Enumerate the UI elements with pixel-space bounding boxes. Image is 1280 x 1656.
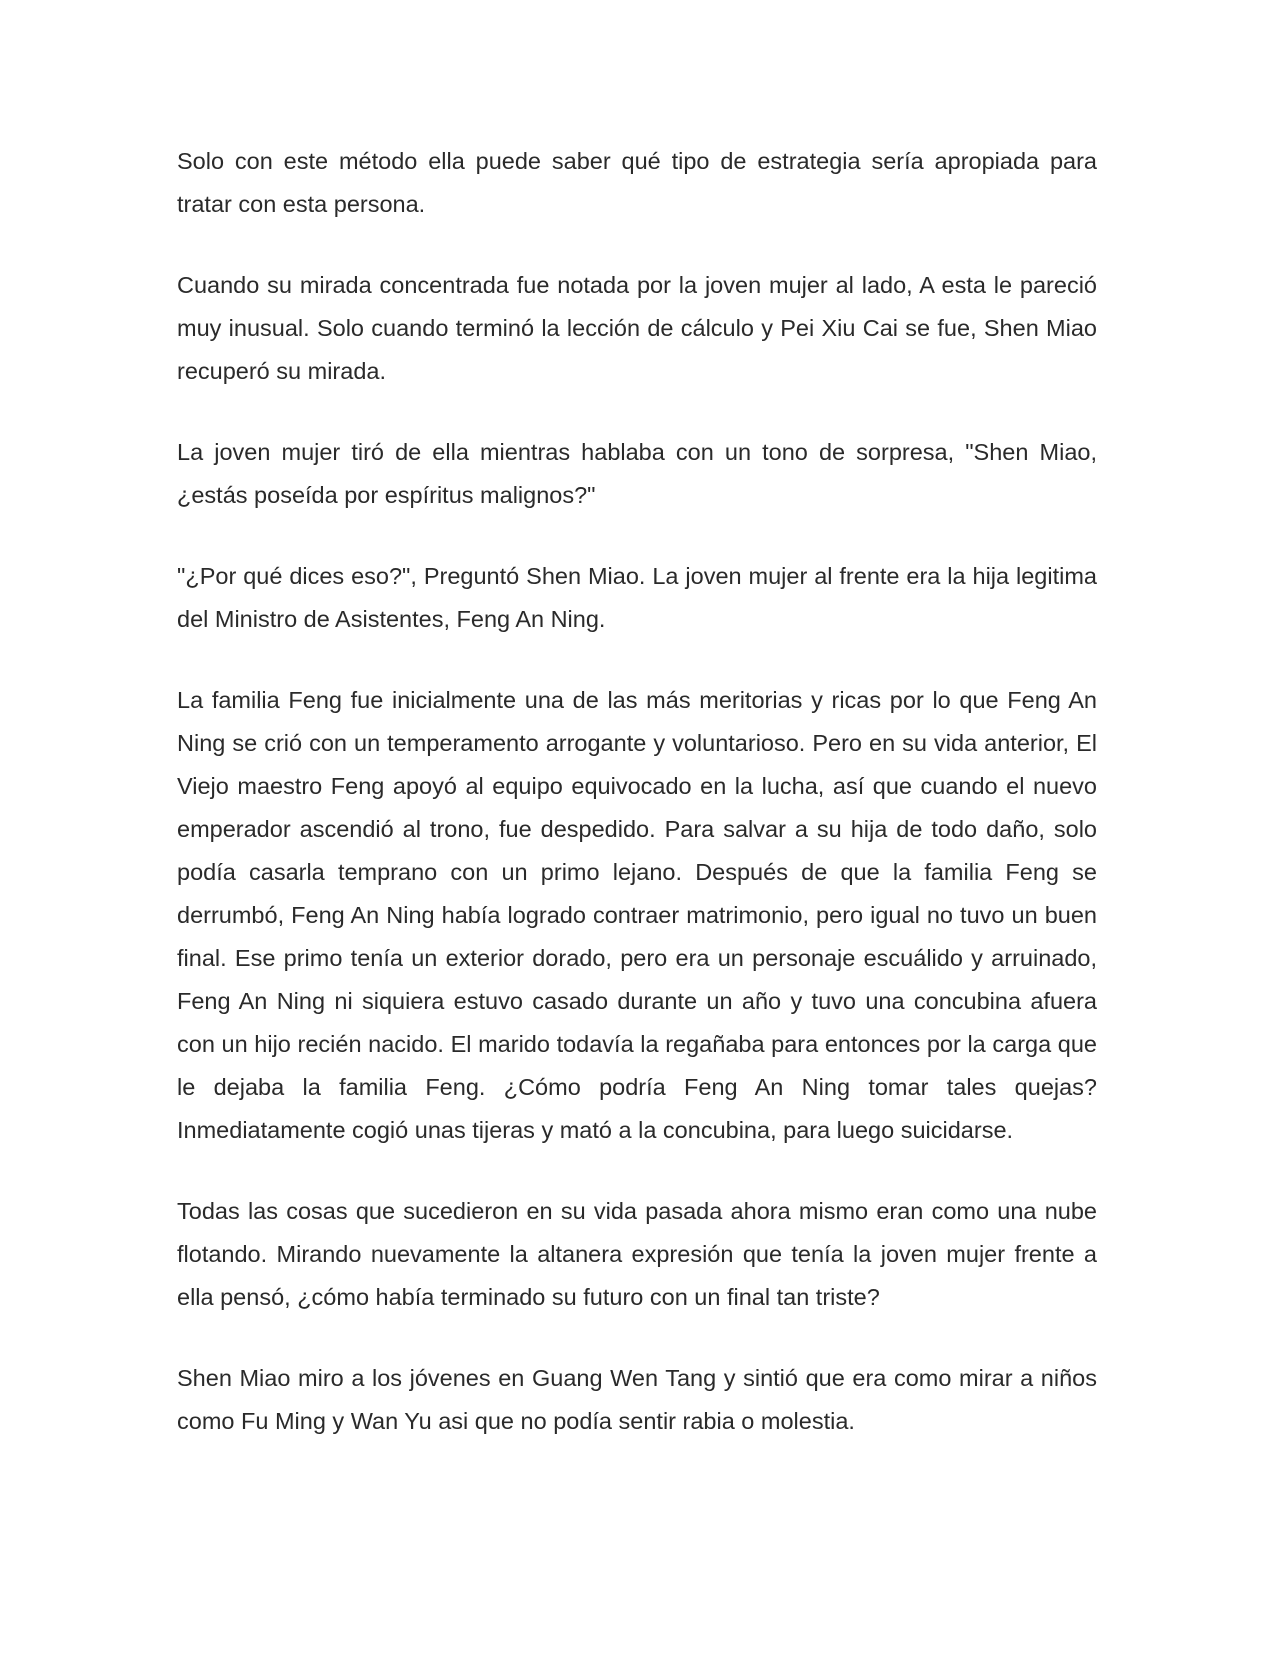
paragraph-5: La familia Feng fue inicialmente una de las más meritorias y ricas por lo que Feng An Ning se crió con un temperamento arrogante y voluntarioso. Pero en su vida anterior, El Viejo maestro Feng apoyó al equipo equivocado en la lucha, así que cuando el nuevo emperador ascendió al trono, fue despedido. Para salvar a su hija de todo daño, solo podía casarla temprano con un primo lejano. Después de que la familia Feng se derrumbó, Feng An Ning había logrado contraer matrimonio, pero igual no tuvo un buen final. Ese primo tenía un exterior dorado, pero era un personaje escuálido y arruinado, Feng An Ning ni siquiera estuvo casado durante un año y tuvo una concubina afuera con un hijo recién nacido. El marido todavía la regañaba para entonces por la carga que le dejaba la familia Feng. ¿Cómo podría Feng An Ning tomar tales quejas? Inmediatamente cogió unas tijeras y mató a la concubina, para luego suicidarse. — [177, 687, 1097, 1143]
document-page — [177, 140, 1097, 1443]
paragraph-1: Solo con este método ella puede saber qué tipo de estrategia sería apropiada para tratar con esta persona. — [177, 148, 1097, 217]
paragraph-3: La joven mujer tiró de ella mientras hablaba con un tono de sorpresa, "Shen Miao, ¿estás poseída por espíritus malignos?" — [177, 439, 1097, 508]
paragraph-4: "¿Por qué dices eso?", Preguntó Shen Miao. La joven mujer al frente era la hija legitima del Ministro de Asistentes, Feng An Ning. — [177, 563, 1097, 632]
paragraph-6: Todas las cosas que sucedieron en su vida pasada ahora mismo eran como una nube flotando. Mirando nuevamente la altanera expresión que tenía la joven mujer frente a ella pensó, ¿cómo había terminado su futuro con un final tan triste? — [177, 1198, 1097, 1310]
paragraph-7: Shen Miao miro a los jóvenes en Guang Wen Tang y sintió que era como mirar a niños como Fu Ming y Wan Yu asi que no podía sentir rabia o molestia. — [177, 1365, 1097, 1434]
paragraph-2: Cuando su mirada concentrada fue notada por la joven mujer al lado, A esta le pareció muy inusual. Solo cuando terminó la lección de cálculo y Pei Xiu Cai se fue, Shen Miao recuperó su mirada. — [177, 272, 1097, 384]
